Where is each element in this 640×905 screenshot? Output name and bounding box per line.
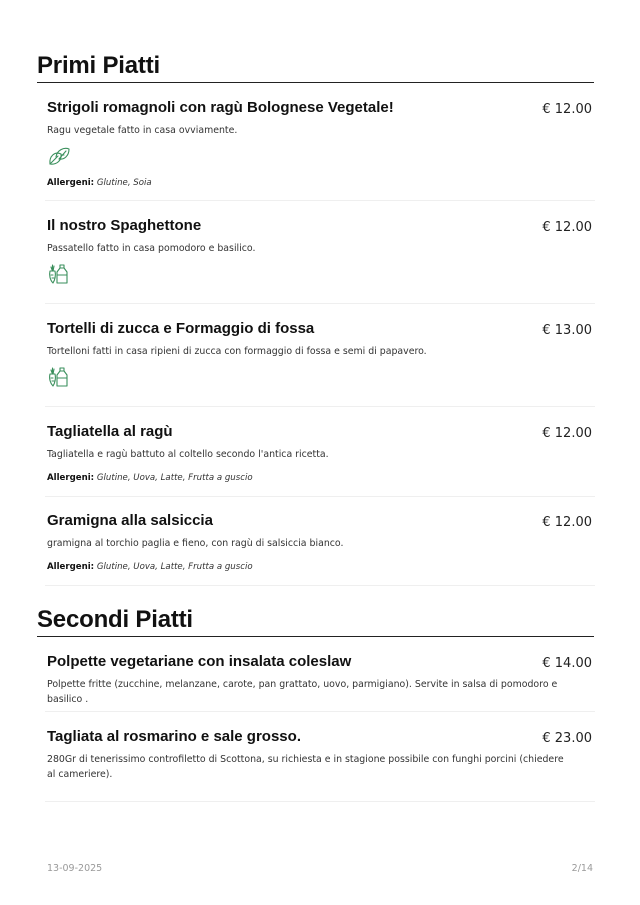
item-name: Tagliata al rosmarino e sale grosso. [47, 728, 301, 745]
item-price: € 12.00 [542, 426, 592, 441]
item-description: Tortelloni fatti in casa ripieni di zucca con formaggio di fossa e semi di papavero. [47, 346, 427, 357]
menu-item [45, 423, 595, 497]
section-title-primi: Primi Piatti [37, 52, 160, 79]
allergens-label: Allergeni: [47, 562, 95, 572]
section-title-secondi: Secondi Piatti [37, 606, 193, 633]
item-name: Tagliatella al ragù [47, 423, 173, 440]
footer-date: 13-09-2025 [47, 863, 103, 874]
menu-item [45, 728, 595, 802]
menu-item [45, 99, 595, 201]
item-price: € 14.00 [542, 656, 592, 671]
vegan-leaf-icon [47, 146, 71, 172]
item-description: 280Gr di tenerissimo controfiletto di Scottona, su richiesta e in stagione possibile con funghi porcini (chiedere al cameriere). [47, 754, 564, 780]
section-divider [37, 82, 594, 83]
item-price: € 12.00 [542, 220, 592, 235]
menu-item [45, 653, 595, 712]
item-price: € 12.00 [542, 515, 592, 530]
item-description: gramigna al torchio paglia e fieno, con ragù di salsiccia bianco. [47, 538, 344, 549]
menu-item [45, 320, 595, 407]
item-name: Polpette vegetariane con insalata coleslaw [47, 653, 352, 670]
allergens-label: Allergeni: [47, 473, 95, 483]
vegetarian-carrot-milk-icon [47, 263, 71, 289]
menu-item [45, 512, 595, 586]
footer-page-number: 2/14 [571, 863, 593, 874]
item-price: € 23.00 [542, 731, 592, 746]
allergens-label: Allergeni: [47, 178, 95, 188]
item-name: Il nostro Spaghettone [47, 217, 202, 234]
item-name: Gramigna alla salsiccia [47, 512, 213, 529]
item-price: € 12.00 [542, 102, 592, 117]
allergens-info [47, 178, 152, 188]
vegetarian-carrot-milk-icon [47, 366, 71, 392]
item-description: Polpette fritte (zucchine, melanzane, carote, pan grattato, uovo, parmigiano). Servite in salsa di pomodoro e basilico . [47, 679, 558, 705]
item-description: Tagliatella e ragù battuto al coltello secondo l'antica ricetta. [47, 449, 329, 460]
section-divider [37, 636, 594, 637]
allergens-info [47, 562, 253, 572]
item-description: Ragu vegetale fatto in casa ovviamente. [47, 125, 238, 136]
item-name: Strigoli romagnoli con ragù Bolognese Vegetale! [47, 99, 394, 116]
allergens-info [47, 473, 253, 483]
allergens-list: Glutine, Uova, Latte, Frutta a guscio [96, 473, 253, 483]
item-description: Passatello fatto in casa pomodoro e basilico. [47, 243, 256, 254]
allergens-list: Glutine, Uova, Latte, Frutta a guscio [96, 562, 253, 572]
allergens-list: Glutine, Soia [96, 178, 152, 188]
menu-item [45, 217, 595, 304]
item-price: € 13.00 [542, 323, 592, 338]
item-name: Tortelli di zucca e Formaggio di fossa [47, 320, 315, 337]
